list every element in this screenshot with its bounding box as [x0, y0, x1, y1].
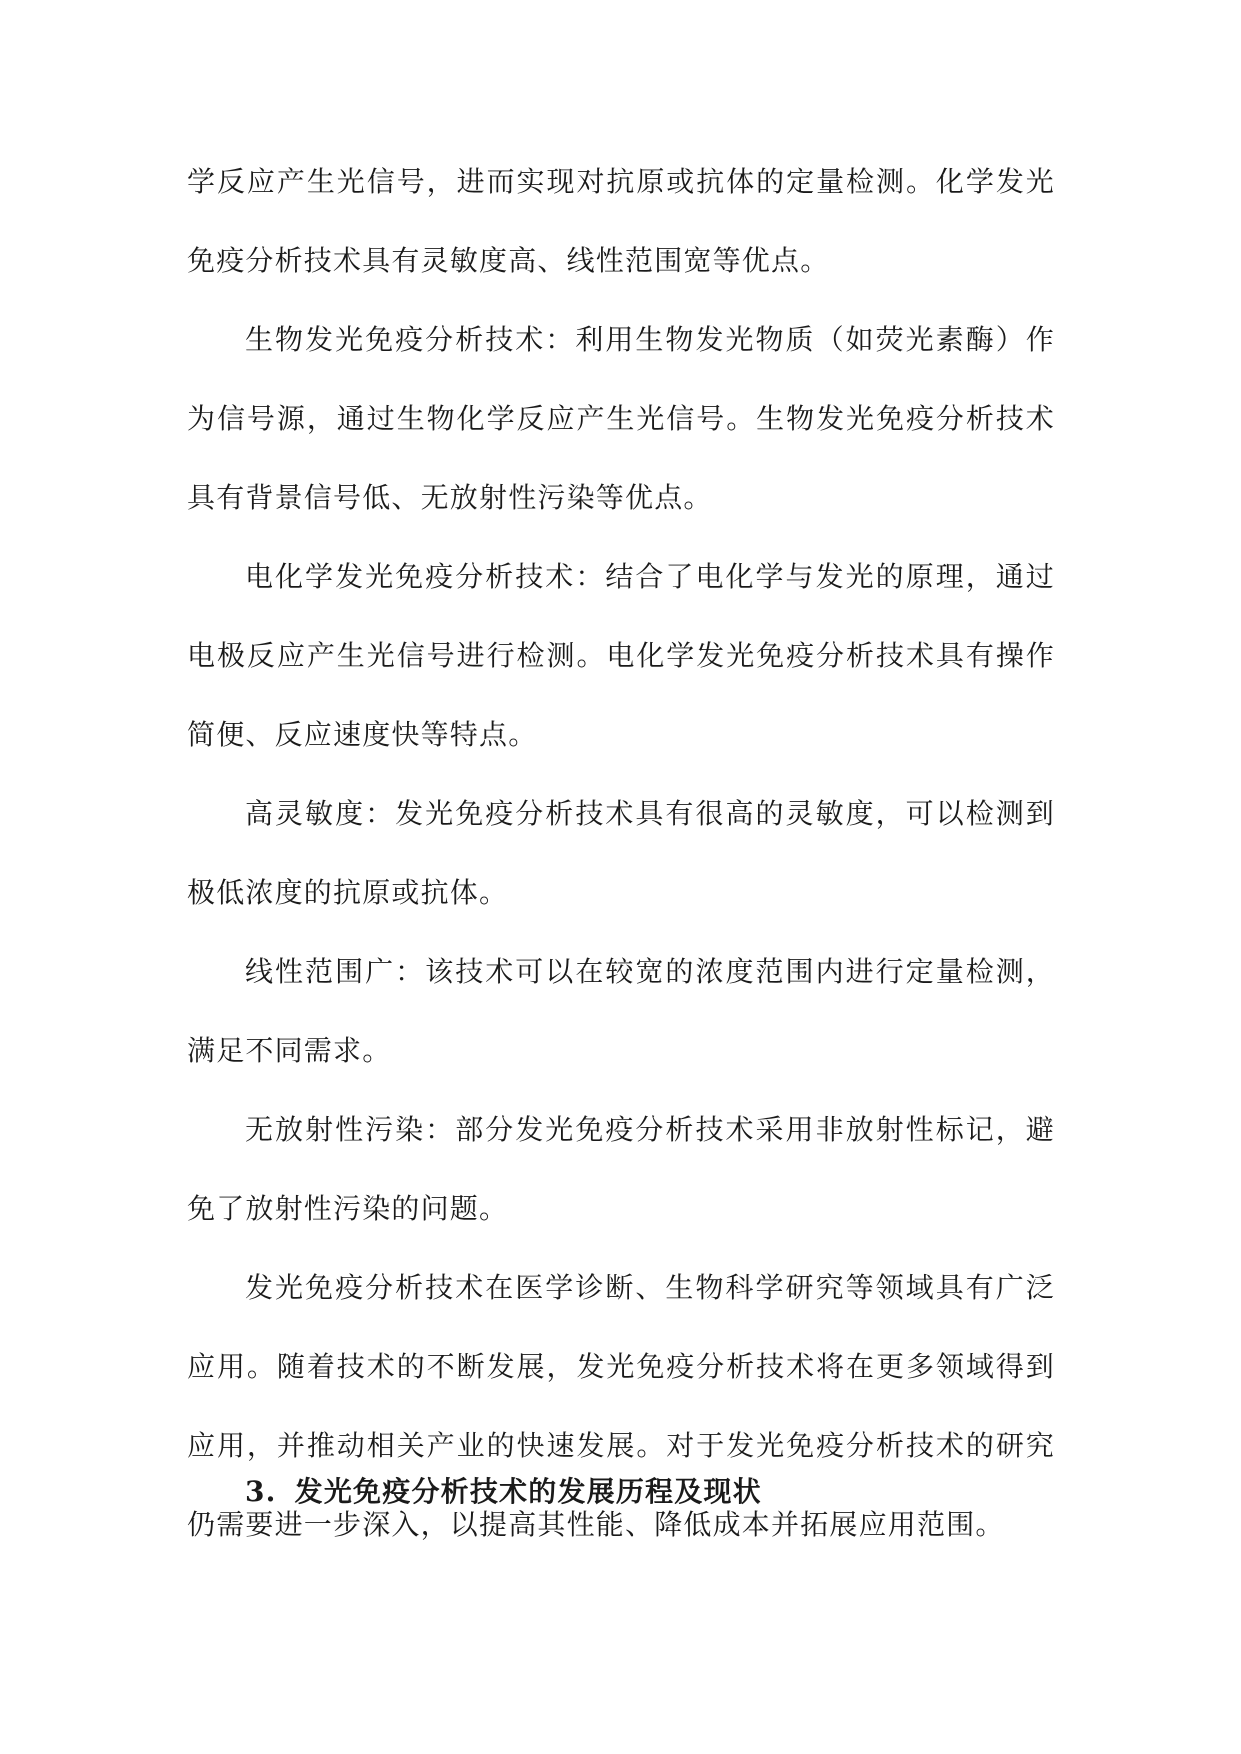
paragraph-high-sensitivity: 高灵敏度：发光免疫分析技术具有很高的灵敏度，可以检测到极低浓度的抗原或抗体。 [187, 797, 1055, 909]
paragraph-linear-range: 线性范围广：该技术可以在较宽的浓度范围内进行定量检测，满足不同需求。 [187, 955, 1055, 1067]
paragraph-applications: 发光免疫分析技术在医学诊断、生物科学研究等领域具有广泛应用。随着技术的不断发展，发光免疫分析技术将在更多领域得到应用，并推动相关产业的快速发展。对于发光免疫分析技术的研究仍需要进一步深入，以提高其性能、降低成本并拓展应用范围。 [187, 1271, 1055, 1541]
section-heading [245, 1467, 762, 1517]
section-number: 3. [245, 1475, 277, 1508]
paragraph-electrochemiluminescence: 电化学发光免疫分析技术：结合了电化学与发光的原理，通过电极反应产生光信号进行检测。电化学发光免疫分析技术具有操作简便、反应速度快等特点。 [187, 560, 1055, 751]
paragraph-no-radioactivity: 无放射性污染：部分发光免疫分析技术采用非放射性标记，避免了放射性污染的问题。 [187, 1113, 1055, 1225]
body-text [187, 142, 1055, 1564]
paragraph-bioluminescence: 生物发光免疫分析技术：利用生物发光物质（如荧光素酶）作为信号源，通过生物化学反应产生光信号。生物发光免疫分析技术具有背景信号低、无放射性污染等优点。 [187, 323, 1055, 514]
section-title: 发光免疫分析技术的发展历程及现状 [294, 1475, 762, 1508]
paragraph-continuation: 学反应产生光信号，进而实现对抗原或抗体的定量检测。化学发光免疫分析技术具有灵敏度高、线性范围宽等优点。 [187, 165, 1055, 277]
